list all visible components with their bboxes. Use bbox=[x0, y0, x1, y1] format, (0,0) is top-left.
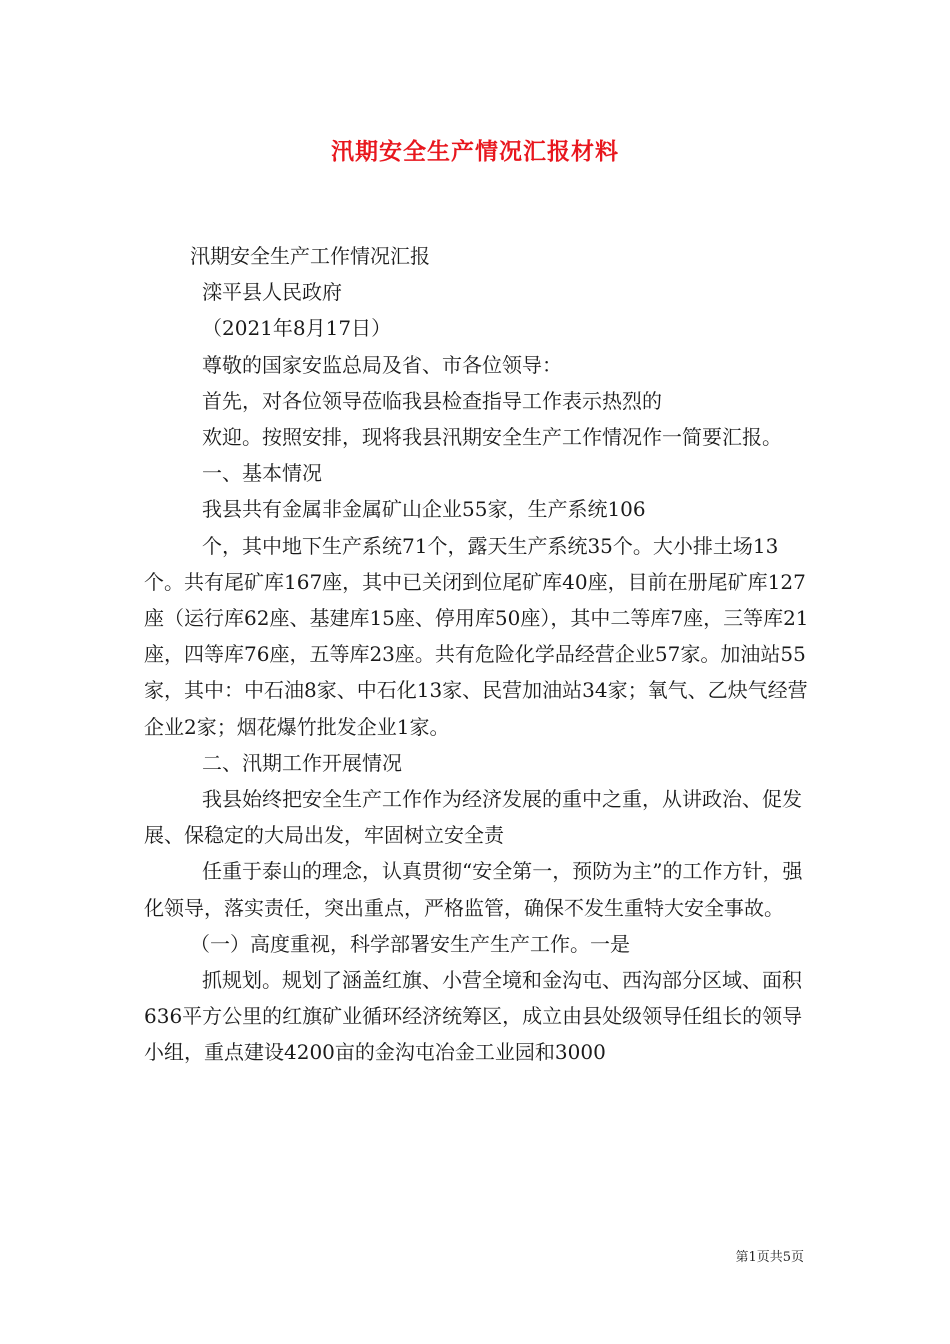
issuer-line: 滦平县人民政府 bbox=[202, 280, 342, 305]
paragraph: 任重于泰山的理念，认真贯彻“安全第一，预防为主”的工作方针，强化领导，落实责任，突出重点，严格监管，确保不发生重特大安全事故。 bbox=[144, 859, 803, 920]
section-heading: 一、基本情况 bbox=[202, 461, 322, 486]
paragraph: 抓规划。规划了涵盖红旗、小营全境和金沟屯、西沟部分区域、面积636平方公里的红旗矿业循环经济统筹区，成立由县处级领导任组长的领导小组，重点建设4200亩的金沟屯冶金工业园和3000 bbox=[144, 968, 803, 1065]
report-heading: 汛期安全生产工作情况汇报 bbox=[190, 244, 430, 268]
document-body bbox=[144, 238, 814, 1071]
paragraph: 我县共有金属非金属矿山企业55家，生产系统106 bbox=[202, 497, 646, 522]
paragraph: 欢迎。按照安排，现将我县汛期安全生产工作情况作一简要汇报。 bbox=[202, 425, 782, 450]
paragraph: 个，其中地下生产系统71个，露天生产系统35个。大小排土场13个。共有尾矿库167座，其中已关闭到位尾矿库40座，目前在册尾矿库127座（运行库62座、基建库15座、停用库50座），其中二等库7座，三等库21座，四等库76座，五等库23座。共有危险化学品经营企业57家。加油站55家，其中：中石油8家、中石化13家、民营加油站34家；氧气、乙炔气经营企业2家；烟花爆竹批发企业1家。 bbox=[144, 533, 809, 739]
section-heading: 二、汛期工作开展情况 bbox=[202, 750, 402, 775]
page-indicator: 第1页共5页 bbox=[735, 1250, 804, 1265]
salutation: 尊敬的国家安监总局及省、市各位领导： bbox=[202, 352, 562, 377]
paragraph: 首先，对各位领导莅临我县检查指导工作表示热烈的 bbox=[202, 388, 662, 413]
document-title: 汛期安全生产情况汇报材料 bbox=[331, 138, 619, 165]
date-line: （2021年8月17日） bbox=[202, 316, 392, 341]
subsection-heading: （一）高度重视，科学部署安生产生产工作。一是 bbox=[190, 931, 630, 956]
paragraph: 我县始终把安全生产工作作为经济发展的重中之重，从讲政治、促发展、保稳定的大局出发，牢固树立安全责 bbox=[144, 787, 802, 848]
